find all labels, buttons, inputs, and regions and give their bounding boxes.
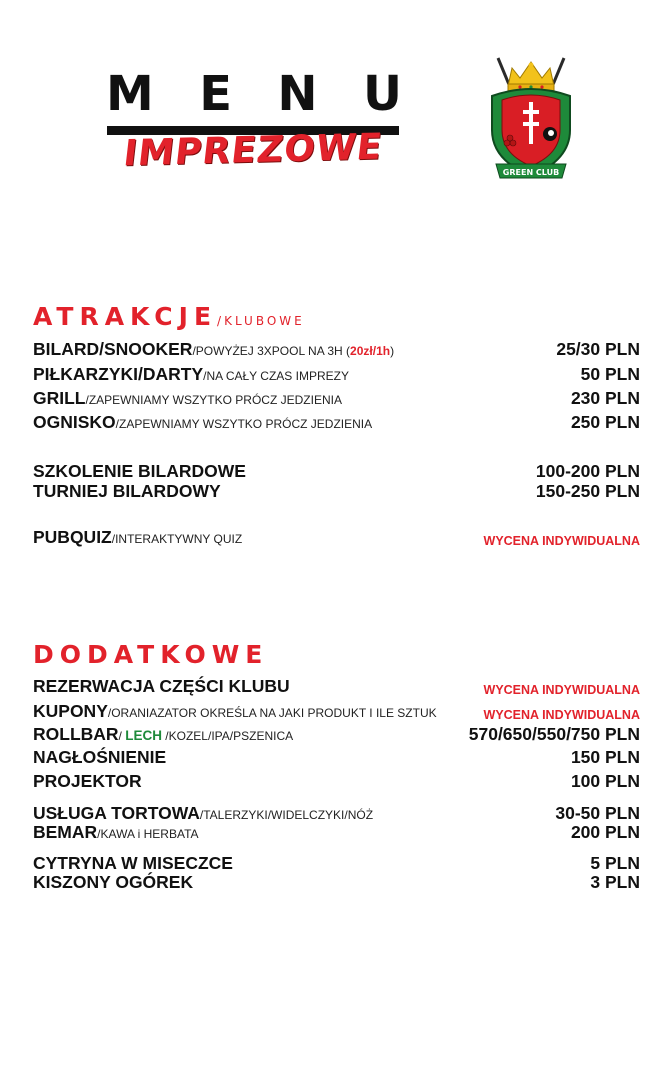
item-price: 250 PLN [570, 412, 640, 432]
item-price: 25/30 PLN [556, 339, 640, 359]
item-price: 3 PLN [590, 872, 640, 892]
shield-icon [492, 89, 570, 176]
item-name: BEMAR [33, 822, 98, 842]
item-name: BILARD/SNOOKER [33, 339, 193, 359]
menu-title [106, 66, 402, 122]
list-item [33, 389, 640, 411]
list-item [33, 482, 640, 504]
item-name: SZKOLENIE BILARDOWE [33, 461, 246, 481]
menu-letter: U [363, 66, 402, 122]
item-price: WYCENA INDYWIDUALNA [483, 708, 640, 722]
list-item [33, 873, 640, 895]
item-price: 30-50 PLN [555, 803, 640, 823]
list-item [33, 702, 640, 724]
item-name: GRILL [33, 388, 86, 408]
item-price: 100 PLN [570, 771, 640, 791]
item-price: 5 PLN [590, 853, 640, 873]
list-item [33, 340, 640, 362]
item-price: WYCENA INDYWIDUALNA [483, 683, 640, 697]
section-title-text: DODATKOWE [33, 640, 269, 669]
item-name: PUBQUIZ [33, 527, 112, 547]
item-desc: /ZAPEWNIAMY WSZYTKO PRÓCZ JEDZIENIA [85, 393, 342, 407]
item-desc: /KOZEL/IPA/PSZENICA [161, 729, 294, 743]
item-desc-highlight: 20zł/1h [350, 344, 391, 358]
section-title-text: ATRAKCJE [33, 302, 218, 331]
item-desc: /NA CAŁY CZAS IMPREZY [203, 369, 349, 383]
item-desc: /KAWA i HERBATA [97, 827, 199, 841]
item-price: WYCENA INDYWIDUALNA [483, 534, 640, 548]
logo-ribbon [496, 164, 566, 178]
item-price: 230 PLN [570, 388, 640, 408]
item-desc: /ORANIAZATOR OKREŚLA NA JAKI PRODUKT I ILE SZTUK [107, 706, 437, 720]
item-name: PROJEKTOR [33, 771, 142, 791]
section-title-dodatkowe [33, 640, 268, 669]
menu-subtitle: IMPREZOWE [121, 126, 385, 175]
brand-label: LECH [125, 728, 162, 743]
item-desc: /ZAPEWNIAMY WSZYTKO PRÓCZ JEDZIENIA [115, 417, 373, 431]
list-item [33, 413, 640, 435]
item-desc: /POWYŻEJ 3XPOOL NA 3H ( [192, 344, 351, 358]
item-name: OGNISKO [33, 412, 116, 432]
menu-letter: N [277, 66, 318, 122]
menu-letter: M [106, 66, 154, 122]
item-desc: /INTERAKTYWNY QUIZ [111, 532, 243, 546]
item-name: KUPONY [33, 701, 108, 721]
item-price: 100-200 PLN [535, 461, 640, 481]
item-desc: /TALERZYKI/WIDELCZYKI/NÓŻ [199, 808, 374, 822]
section-title-atrakcje [33, 302, 305, 331]
list-item [33, 772, 640, 794]
list-item [33, 748, 640, 770]
list-item [33, 823, 640, 845]
item-name: PIŁKARZYKI/DARTY [33, 364, 204, 384]
item-desc: / [118, 729, 126, 743]
item-price: 200 PLN [570, 822, 640, 842]
list-item [33, 365, 640, 387]
item-name: NAGŁOŚNIENIE [33, 747, 167, 767]
item-price: 150 PLN [570, 747, 640, 767]
item-desc: ) [390, 344, 395, 358]
item-name: ROLLBAR [33, 724, 119, 744]
list-item [33, 528, 640, 550]
item-name: CYTRYNA W MISECZCE [33, 853, 233, 873]
item-name: TURNIEJ BILARDOWY [33, 481, 221, 501]
item-name: KISZONY OGÓREK [33, 872, 194, 892]
section-subtitle: /KLUBOWE [217, 314, 305, 328]
item-price: 50 PLN [580, 364, 640, 384]
logo-text: GREEN CLUB [502, 168, 560, 177]
list-item [33, 725, 640, 747]
item-name: REZERWACJA CZĘŚCI KLUBU [33, 676, 290, 696]
list-item [33, 677, 640, 699]
item-price: 570/650/550/750 PLN [468, 724, 640, 744]
item-name: USŁUGA TORTOWA [33, 803, 200, 823]
crown-icon [508, 62, 554, 91]
item-price: 150-250 PLN [535, 481, 640, 501]
green-club-logo [484, 56, 578, 186]
menu-letter: E [199, 66, 232, 122]
